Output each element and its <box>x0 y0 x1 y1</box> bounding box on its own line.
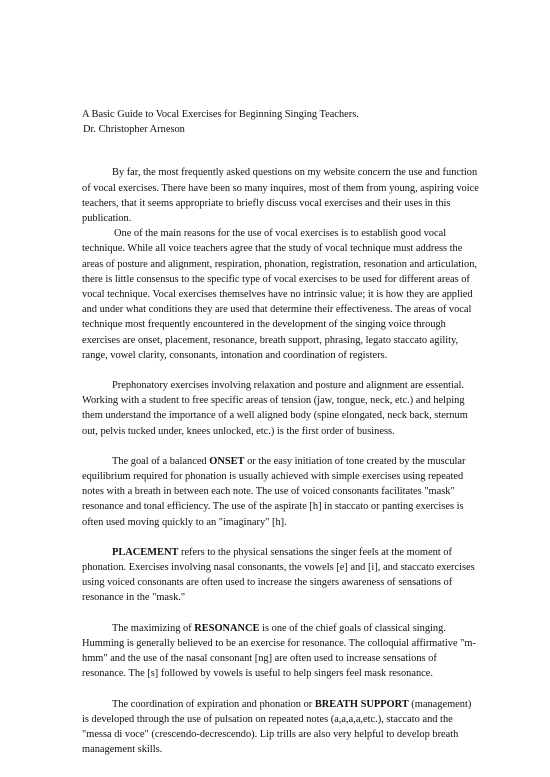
document-author: Dr. Christopher Arneson <box>83 124 185 136</box>
document-title: A Basic Guide to Vocal Exercises for Beginning Singing Teachers. <box>82 109 359 120</box>
paragraph-onset: The goal of a balanced ONSET or the easy initiation of tone created by the muscular equilibrium required for phonation is usually achieved with simple exercises using repeated notes with a breath in between each note. The use of voiced consonants facilitates "mask" resonance and tonal efficiency. The use of the aspirate [h] in staccato or panting exercises is often used moving quickly to an "imaginary" [h]. <box>82 455 466 528</box>
paragraph-resonance: The maximizing of RESONANCE is one of the chief goals of classical singing. Humming is generally believed to be an exercise for resonance. The colloquial affirmative "m-hmm" and the use of the nasal consonant [ng] are often used to increase sensations of resonance. The [s] followed by vowels is useful to help singers feel mask resonance. <box>82 622 476 680</box>
paragraph-breath-support: The coordination of expiration and phonation or BREATH SUPPORT (management) is developed through the use of pulsation on repeated notes (a,a,a,a,etc.), staccato and the "messa di voce" (crescendo-decrescendo). Lip trills are also very helpful to develop breath management skills. <box>82 698 472 756</box>
paragraph-placement: PLACEMENT refers to the physical sensations the singer feels at the moment of phonation. Exercises involving nasal consonants, the vowels [e] and [i], and staccato exercises using voiced consonants are often used to increase the singers awareness of sensations of resonance in the "mask." <box>82 546 475 604</box>
paragraph-vocal-technique: One of the main reasons for the use of vocal exercises is to establish good vocal technique. While all voice teachers agree that the study of vocal technique must address the areas of posture and alignment, respiration, phonation, registration, resonation and articulation, there is little consensus to the specific type of vocal exercises to be used for different areas of vocal technique. Vocal exercises themselves have no intrinsic value; it is how they are applied and under what conditions they are used that determine their effectiveness. The areas of vocal technique most frequently encountered in the development of the singing voice through exercises are onset, placement, resonance, breath support, phrasing, legato staccato agility, range, vowel clarity, consonants, intonation and coordination of registers. <box>82 228 478 361</box>
placement-term: PLACEMENT <box>112 546 179 558</box>
onset-term: ONSET <box>209 455 245 467</box>
paragraph-prephonatory: Prephonatory exercises involving relaxation and posture and alignment are essential. Working with a student to free specific areas of tension (jaw, tongue, neck, etc.) and helping them understand the importance of a well aligned body (spine elongated, neck back, sternum out, pelvis tucked under, knees unlocked, etc.) is the first order of business. <box>82 380 468 437</box>
breath-support-term: BREATH SUPPORT <box>314 698 409 710</box>
paragraph-intro: By far, the most frequently asked questions on my website concern the use and function of vocal exercises. There have been so many inquires, most of them from young, aspiring voice teachers, that it seems appropriate to briefly discuss vocal exercises and their uses in this publication. <box>82 167 479 225</box>
document-body <box>82 107 480 757</box>
resonance-term: RESONANCE <box>194 622 260 634</box>
